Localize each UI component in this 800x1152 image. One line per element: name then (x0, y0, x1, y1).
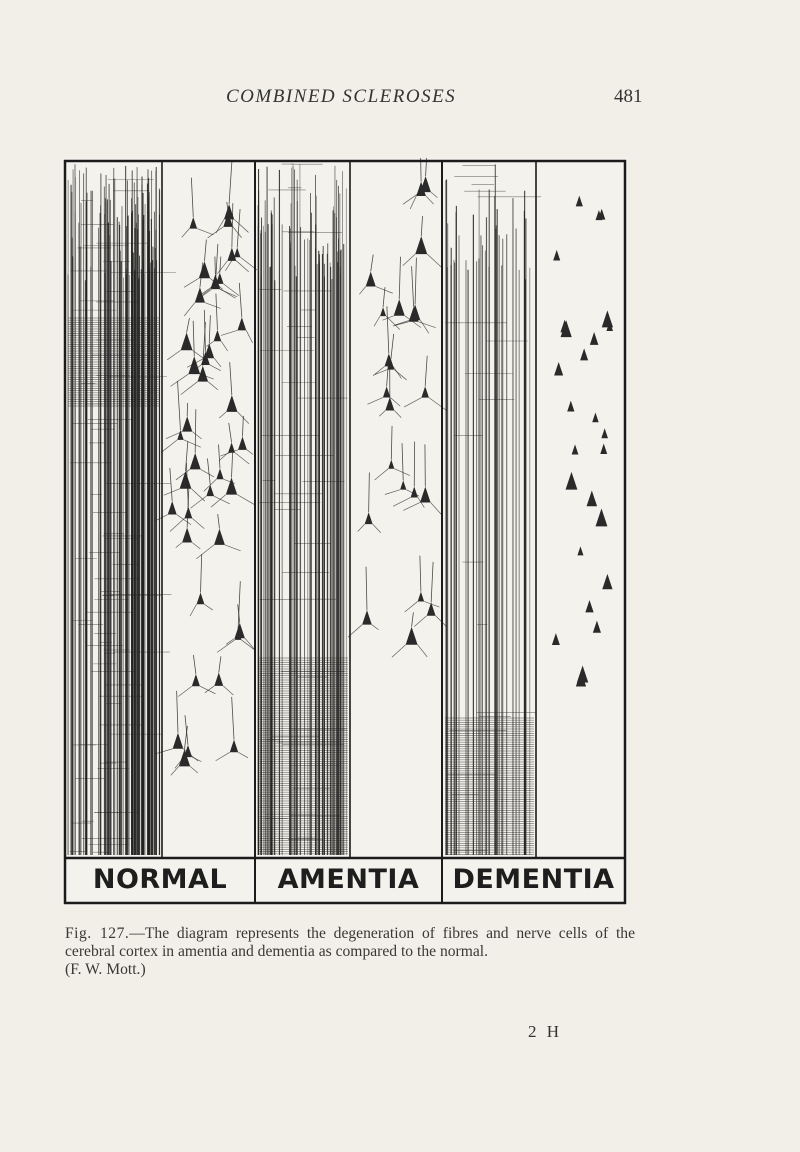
caption-text: —The diagram represents the degeneration of fibres and nerve cells of the cerebral cortex in amentia and dementia as compared to the normal. (65, 925, 636, 960)
figure-caption (65, 925, 635, 979)
running-title: COMBINED SCLEROSES (226, 86, 457, 107)
panel-label-normal: NORMAL (92, 864, 228, 895)
page-number: 481 (614, 86, 643, 107)
cortex-diagram (62, 158, 628, 906)
panel-label-amentia: AMENTIA (277, 864, 420, 895)
panel-label-dementia: DEMENTIA (452, 864, 615, 895)
caption-credit: (F. W. Mott.) (65, 961, 146, 978)
figure (62, 158, 628, 906)
running-head (0, 86, 800, 116)
signature-mark: 2 H (528, 1022, 563, 1041)
figure-number: Fig. 127. (65, 925, 130, 942)
